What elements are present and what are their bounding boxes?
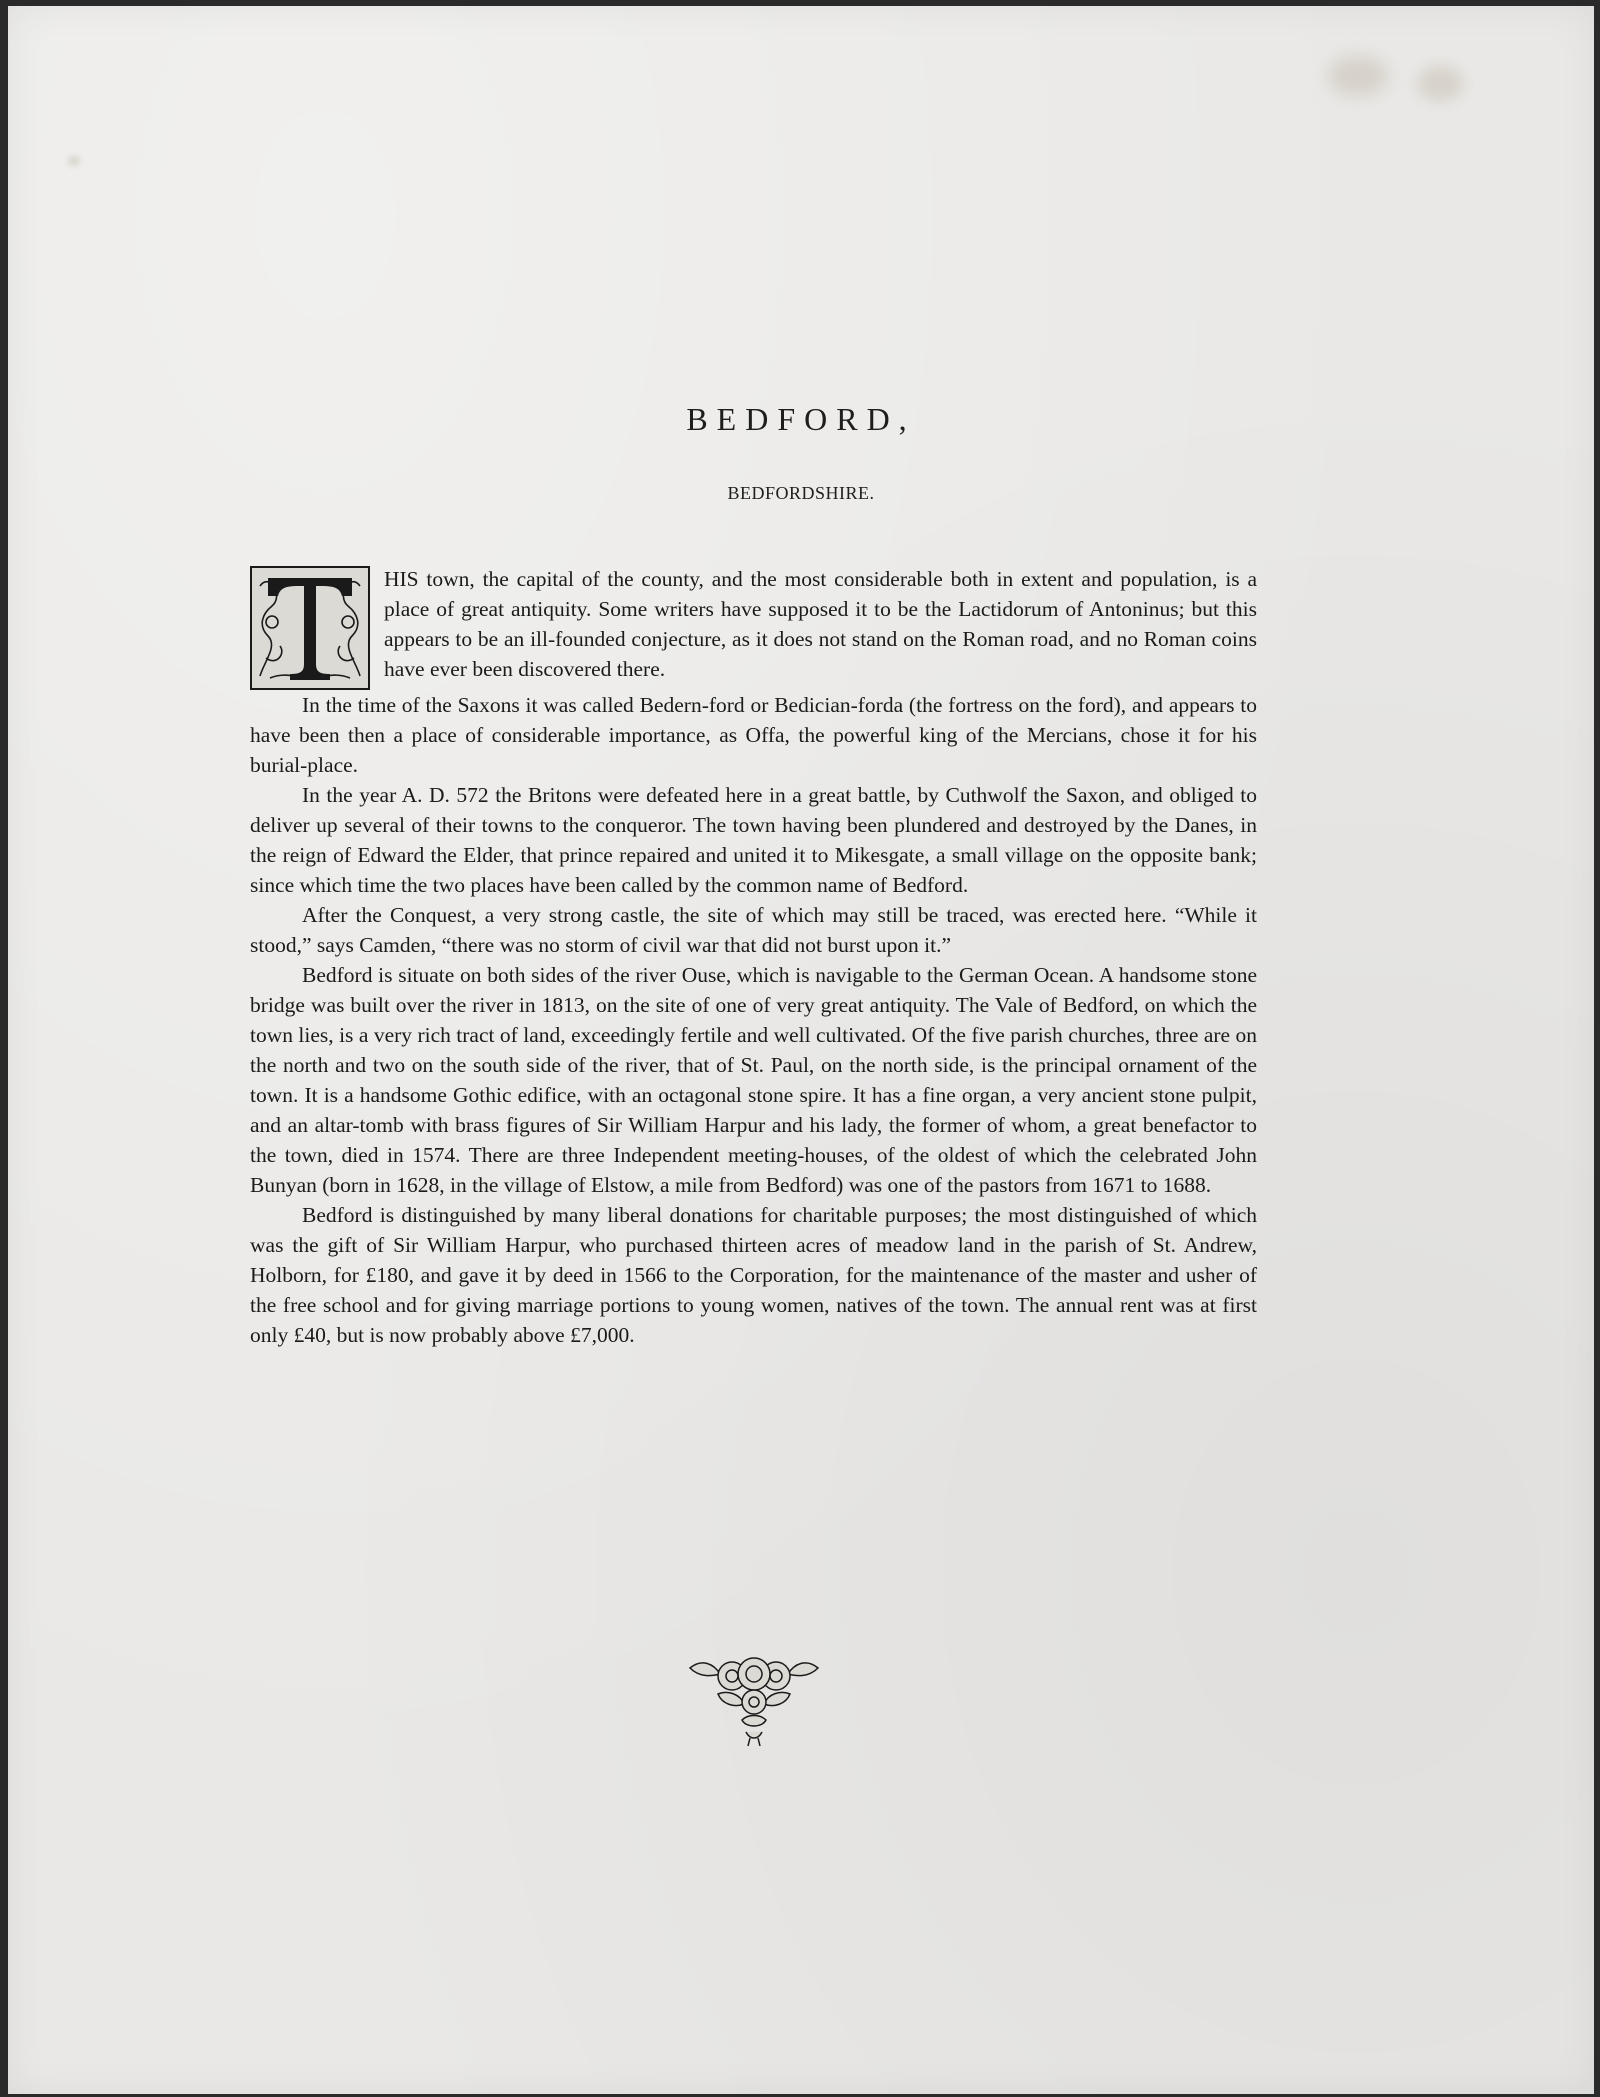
page-title: BEDFORD,	[686, 401, 916, 437]
page-sheet	[8, 6, 1594, 2094]
floral-tailpiece-icon	[684, 1654, 824, 1750]
paragraph: Bedford is situate on both sides of the river Ouse, which is navigable to the German Ocean. A handsome stone bridge was built over the river in 1813, on the site of one of very great antiquity. The Vale of Bedford, on which the town lies, is a very rich tract of land, exceedingly fertile and well cultivated. Of the five parish churches, three are on the north and two on the south side of the river, that of St. Paul, on the north side, is the principal ornament of the town. It is a handsome Gothic edifice, with an octagonal stone spire. It has a fine organ, a very ancient stone pulpit, and an altar-tomb with brass figures of Sir William Harpur and his lady, the former of whom, a great benefactor to the town, died in 1574. There are three Independent meeting-houses, of the oldest of which the celebrated John Bunyan (born in 1628, in the village of Elstow, a mile from Bedford) was one of the pastors from 1671 to 1688.	[250, 963, 1257, 1197]
foxing-spot	[1418, 66, 1463, 101]
foxing-spot	[1328, 56, 1388, 96]
foxing-spot	[68, 156, 80, 166]
ornamental-dropcap-icon	[250, 566, 370, 690]
paragraph: In the time of the Saxons it was called Bedern-ford or Bedician-forda (the fortress on the ford), and appears to have been then a place of considerable importance, as Offa, the powerful king of the Mercians, chose it for his burial-place.	[250, 693, 1257, 777]
opening-paragraph-block	[250, 564, 1257, 690]
paragraph: HIS town, the capital of the county, and the most considerable both in extent and population, is a place of great antiquity. Some writers have supposed it to be the Lactidorum of Antoninus; but this appears to be an ill-founded conjecture, as it does not stand on the Roman road, and no Roman coins have ever been discovered there.	[384, 567, 1257, 681]
paragraph: Bedford is distinguished by many liberal donations for charitable purposes; the most distinguished of which was the gift of Sir William Harpur, who purchased thirteen acres of meadow land in the parish of St. Andrew, Holborn, for £180, and gave it by deed in 1566 to the Corporation, for the maintenance of the master and usher of the free school and for giving marriage portions to young women, natives of the town. The annual rent was at first only £40, but is now probably above £7,000.	[250, 1203, 1257, 1347]
paragraph: In the year A. D. 572 the Britons were defeated here in a great battle, by Cuthwolf the Saxon, and obliged to deliver up several of their towns to the conqueror. The town having been plundered and destroyed by the Danes, in the reign of Edward the Elder, that prince repaired and united it to Mikesgate, a small village on the opposite bank; since which time the two places have been called by the common name of Bedford.	[250, 783, 1257, 897]
page-subtitle: BEDFORDSHIRE.	[727, 483, 875, 503]
paragraph: After the Conquest, a very strong castle, the site of which may still be traced, was erected here. “While it stood,” says Camden, “there was no storm of civil war that did not burst upon it.”	[250, 903, 1257, 957]
article-body	[250, 564, 1257, 1350]
